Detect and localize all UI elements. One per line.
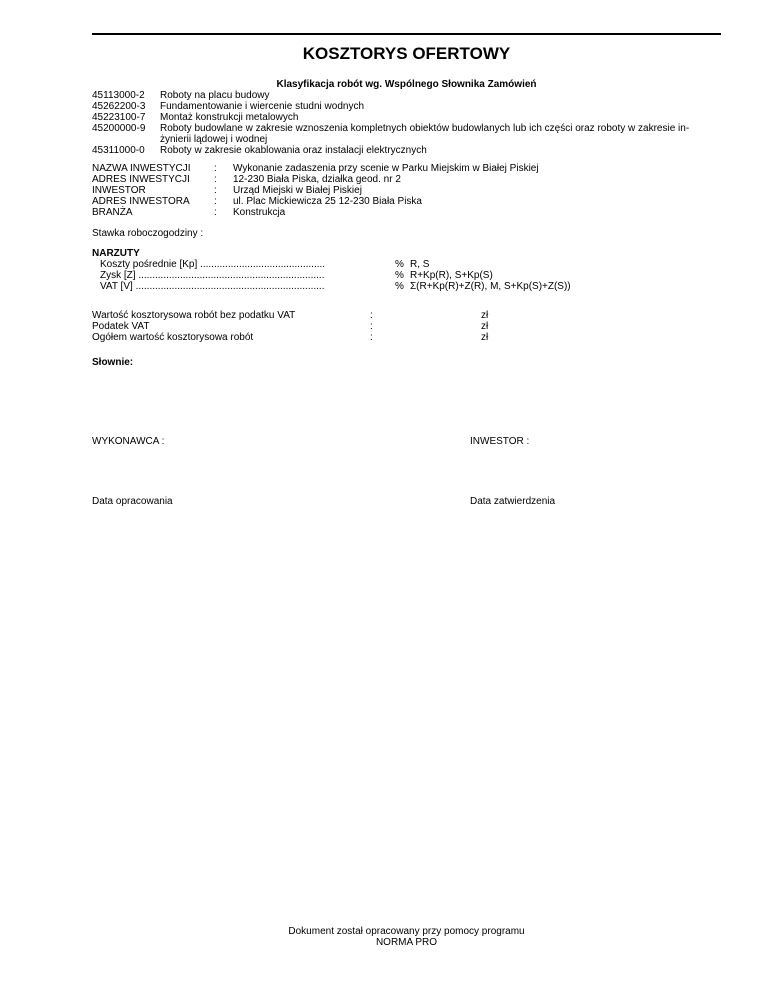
info-colon: : [214,163,217,174]
info-value: Urząd Miejski w Białej Piskiej [233,185,362,196]
info-label: ADRES INWESTYCJI [92,174,190,185]
info-value: Wykonanie zadaszenia przy scenie w Parku Miejskim w Białej Piskiej [233,163,539,174]
markup-percent: % [395,259,404,270]
info-label: BRANŻA [92,207,133,218]
markup-formula: R, S [410,259,430,270]
info-label: ADRES INWESTORA [92,196,190,207]
amount-in-words-label: Słownie: [92,357,134,368]
info-label: INWESTOR [92,185,146,196]
classification-code: 45113000-2 [92,90,145,101]
document-title: KOSZTORYS OFERTOWY [302,44,511,63]
info-value: ul. Plac Mickiewicza 25 12-230 Biała Piska [233,196,422,207]
total-unit: zł [481,332,489,343]
total-unit: zł [481,321,489,332]
markups-heading: NARZUTY [92,248,140,259]
footer-line-1: Dokument został opracowany przy pomocy programu [288,926,525,937]
markup-formula: R+Kp(R), S+Kp(S) [410,270,493,281]
markup-label: Zysk [Z] ................................................................... [100,270,325,281]
total-colon: : [370,332,373,343]
total-label: Podatek VAT [92,321,150,332]
info-colon: : [214,196,217,207]
total-label: Wartość kosztorysowa robót bez podatku VAT [92,310,296,321]
date-prepared-label: Data opracowania [92,496,173,507]
classification-code: 45223100-7 [92,112,146,123]
info-colon: : [214,207,217,218]
markup-percent: % [395,270,404,281]
info-value: Konstrukcja [233,207,286,218]
classification-heading: Klasyfikacja robót wg. Wspólnego Słownika Zamówień [276,79,537,90]
info-label: NAZWA INWESTYCJI [92,163,191,174]
markup-percent: % [395,281,404,292]
footer-line-2: NORMA PRO [375,937,438,948]
classification-code: 45311000-0 [92,145,145,156]
info-value: 12-230 Biała Piska, działka geod. nr 2 [233,174,401,185]
date-approved-label: Data zatwierdzenia [470,496,556,507]
total-label: Ogółem wartość kosztorysowa robót [92,332,254,343]
total-colon: : [370,321,373,332]
classification-desc: Roboty budowlane w zakresie wznoszenia kompletnych obiektów budowlanych lub ich części oraz roboty w zakresie in-żynierii lądowej i wodnej [160,123,690,145]
classification-desc: Montaż konstrukcji metalowych [160,112,299,123]
markup-formula: Σ(R+Kp(R)+Z(R), M, S+Kp(S)+Z(S)) [410,281,571,292]
classification-desc: Roboty na placu budowy [160,90,270,101]
info-colon: : [214,185,217,196]
total-unit: zł [481,310,489,321]
total-colon: : [370,310,373,321]
classification-code: 45262200-3 [92,101,146,112]
classification-desc: Roboty w zakresie okablowania oraz instalacji elektrycznych [160,145,427,156]
contractor-label: WYKONAWCA : [92,436,165,447]
labor-rate-label: Stawka roboczogodziny : [92,228,204,239]
investor-label: INWESTOR : [470,436,530,447]
markup-label: VAT [V] .................................................................... [100,281,325,292]
info-colon: : [214,174,217,185]
classification-desc: Fundamentowanie i wiercenie studni wodnych [160,101,365,112]
top-rule [92,33,721,35]
markup-label: Koszty pośrednie [Kp] ............................................. [100,259,326,270]
classification-code: 45200000-9 [92,123,146,134]
